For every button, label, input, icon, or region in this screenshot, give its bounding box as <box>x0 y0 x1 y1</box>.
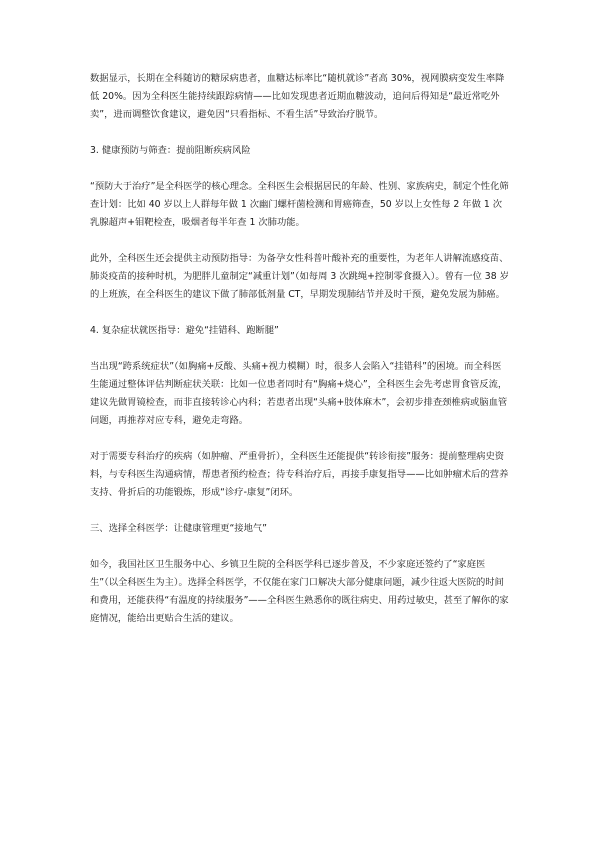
section-heading-complex-symptoms: 4. 复杂症状就医指导：避免“挂错科、跑断腿” <box>90 325 279 336</box>
paragraph-active-prevention: 此外，全科医生还会提供主动预防指导：为备孕女性科普叶酸补充的重要性，为老年人讲解流感疫苗、肺炎疫苗的接种时机，为肥胖儿童制定“减重计划”（如每周 3 次跳绳+控制零食摄入）。曾有一位 38 岁的上班族，在全科医生的建议下做了肺部低剂量 CT，早期发现肺结节并及时干预，避免发展为肺癌。 <box>90 253 509 300</box>
paragraph-prevention-concept: “预防大于治疗”是全科医学的核心理念。全科医生会根据居民的年龄、性别、家族病史，制定个性化筛查计划：比如 40 岁以上人群每年做 1 次幽门螺杆菌检测和胃癌筛查，50 岁以上女性每 2 年做 1 次乳腺超声+钼靶检查，吸烟者每半年查 1 次肺功能。 <box>90 181 509 228</box>
paragraph-family-doctor: 如今，我国社区卫生服务中心、乡镇卫生院的全科医学科已逐步普及，不少家庭还签约了“家庭医生”（以全科医生为主）。选择全科医学，不仅能在家门口解决大部分健康问题，减少往返大医院的时间和费用，还能获得“有温度的持续服务”——全科医生熟悉你的既往病史、用药过敏史，甚至了解你的家庭情况，能给出更贴合生活的建议。 <box>90 559 509 624</box>
paragraph-referral-service: 对于需要专科治疗的疾病（如肿瘤、严重骨折），全科医生还能提供“转诊衔接”服务：提前整理病史资料，与专科医生沟通病情，帮患者预约检查；待专科治疗后，再接手康复指导——比如肿瘤术后的营养支持、骨折后的功能锻炼，形成“诊疗-康复”闭环。 <box>90 451 509 498</box>
paragraph-diabetes-data: 数据显示，长期在全科随访的糖尿病患者，血糖达标率比“随机就诊”者高 30%，视网膜病变发生率降低 20%。因为全科医生能持续跟踪病情——比如发现患者近期血糖波动，追问后得知是“最近常吃外卖”，进而调整饮食建议，避免因“只看指标、不看生活”导致治疗脱节。 <box>90 73 505 120</box>
document-body <box>90 70 510 646</box>
section-heading-choose-general-practice: 三、选择全科医学：让健康管理更“接地气” <box>90 523 267 534</box>
paragraph-cross-system-symptoms: 当出现“跨系统症状”（如胸痛+反酸、头痛+视力模糊）时，很多人会陷入“挂错科”的困境。而全科医生能通过整体评估判断症状关联：比如一位患者同时有“胸痛+烧心”，全科医生会先考虑胃食管反流，建议先做胃镜检查，而非直接转诊心内科；若患者出现“头痛+肢体麻木”，会初步排查颈椎病或脑血管问题，再推荐对应专科，避免走弯路。 <box>90 361 508 426</box>
section-heading-prevention-screening: 3. 健康预防与筛查：提前阻断疾病风险 <box>90 145 251 156</box>
